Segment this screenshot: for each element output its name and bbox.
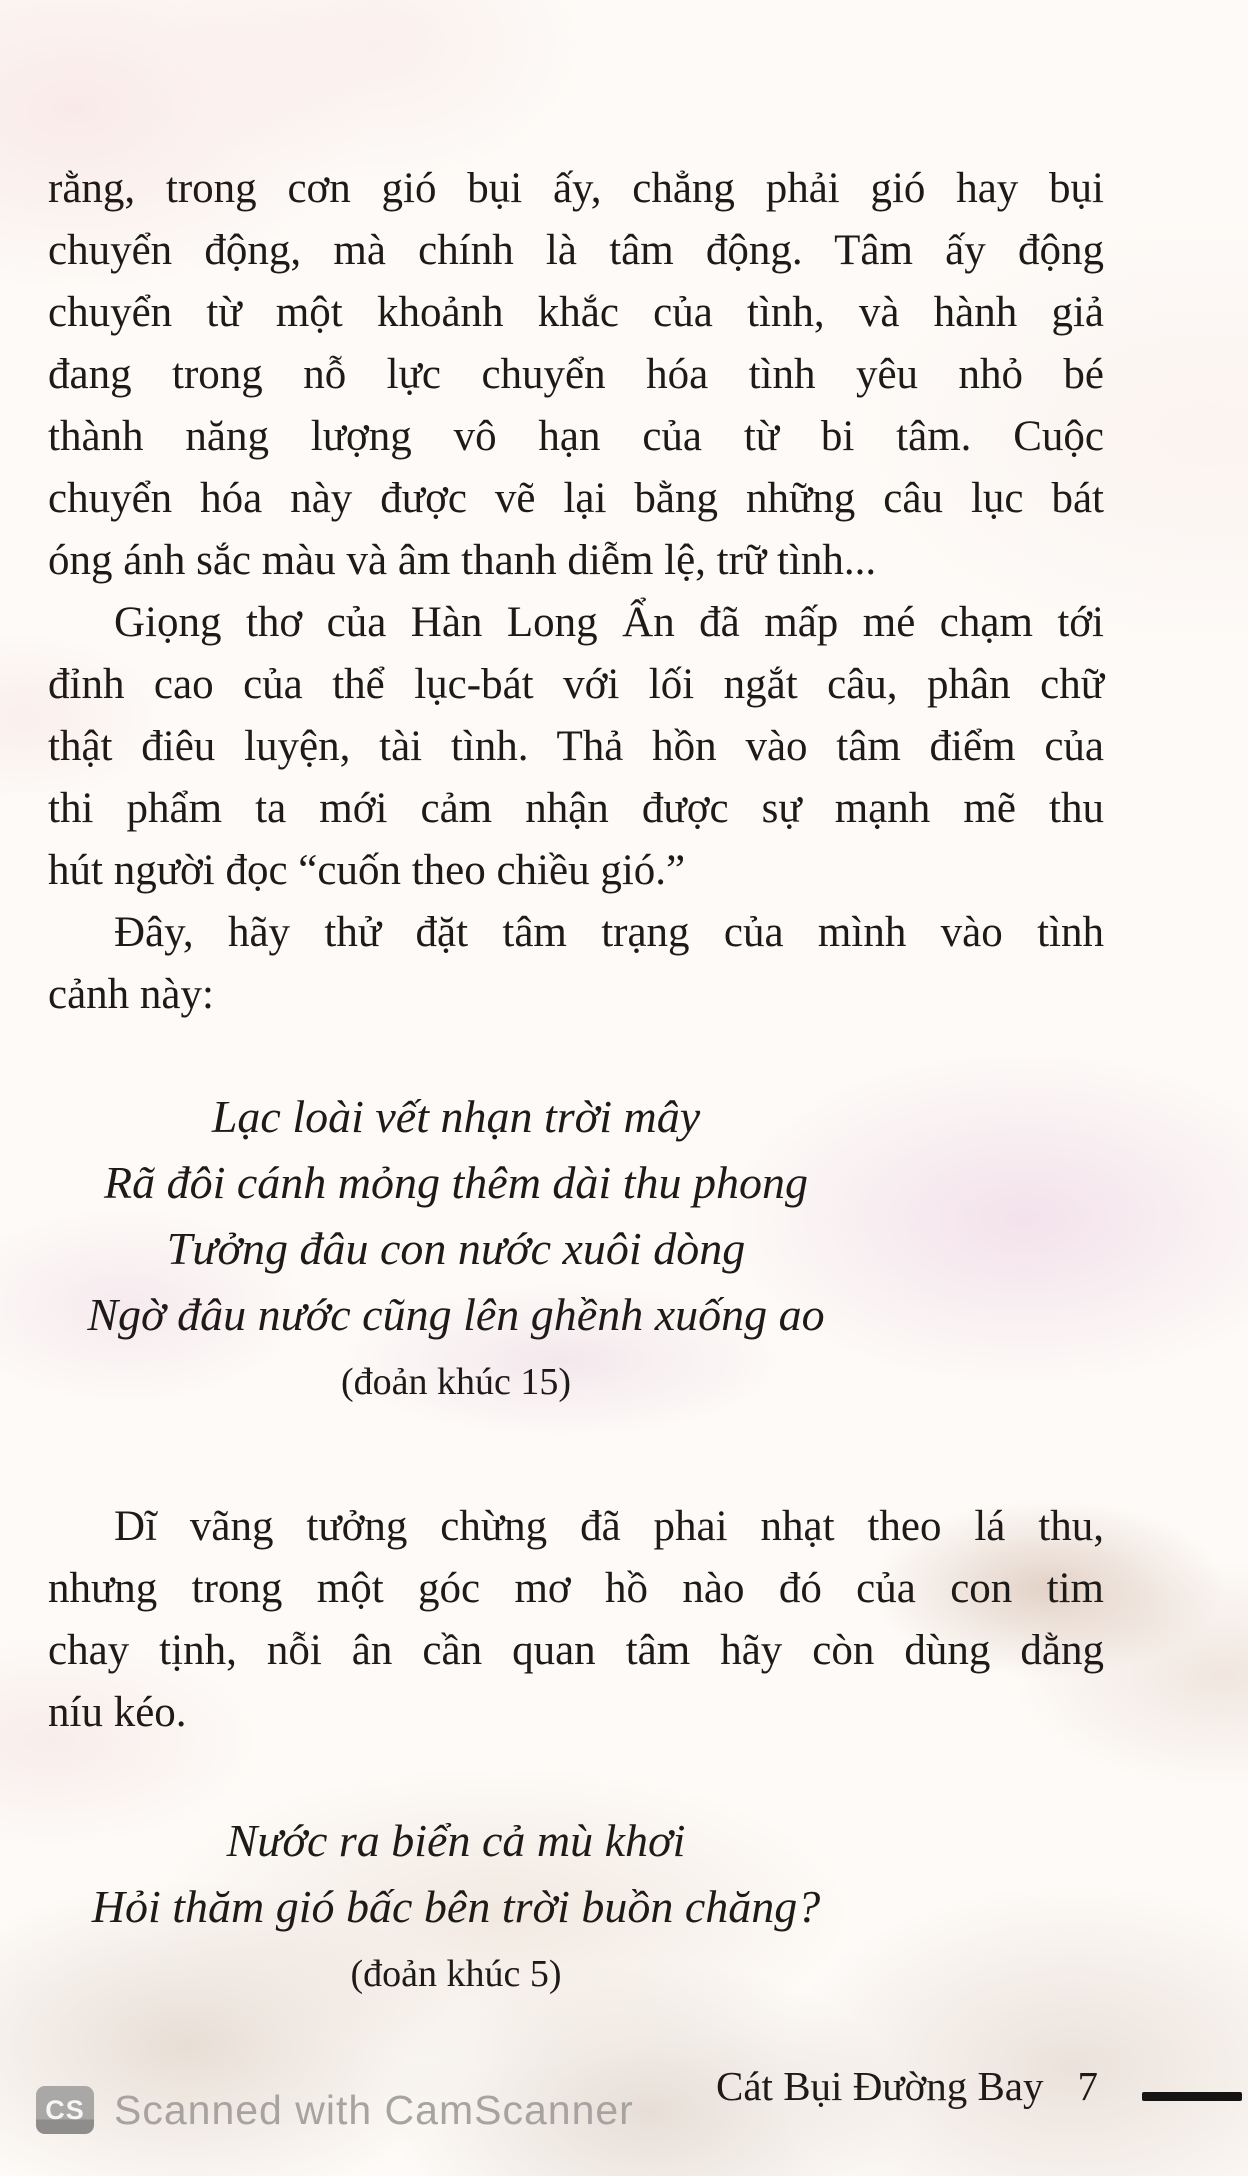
- page-footer: [716, 2062, 1098, 2110]
- page-content: [48, 158, 1104, 2002]
- text-line: chay tịnh, nỗi ân cần quan tâm hãy còn dùng dằng: [48, 1627, 1104, 1674]
- text-line: Dĩ vãng tưởng chừng đã phai nhạt theo lá thu,: [114, 1503, 1104, 1550]
- text-line: níu kéo.: [48, 1689, 187, 1736]
- text-line: thật điêu luyện, tài tình. Thả hồn vào tâm điểm của: [48, 723, 1104, 770]
- text-line: óng ánh sắc màu và âm thanh diễm lệ, trữ tình...: [48, 537, 877, 584]
- book-title: Cát Bụi Đường Bay: [716, 2063, 1044, 2109]
- text-line: chuyển từ một khoảnh khắc của tình, và hành giả: [48, 289, 1104, 336]
- text-line: nhưng trong một góc mơ hồ nào đó của con tim: [48, 1565, 1104, 1612]
- paragraph-2: [48, 592, 1104, 902]
- poem-line: Rã đôi cánh mỏng thêm dài thu phong: [104, 1157, 808, 1208]
- poem-stanza-2: [76, 1808, 836, 2002]
- poem-line: Hỏi thăm gió bấc bên trời buồn chăng?: [91, 1881, 821, 1932]
- text-line: cảnh này:: [48, 971, 214, 1018]
- poem-caption: (đoản khúc 15): [340, 1361, 572, 1403]
- poem-caption: (đoản khúc 5): [350, 1953, 562, 1995]
- paragraph-1: [48, 158, 1104, 592]
- paragraph-4: [48, 1496, 1104, 1744]
- paragraph-3: [48, 902, 1104, 1026]
- text-line: thi phẩm ta mới cảm nhận được sự mạnh mẽ thu: [48, 785, 1104, 832]
- text-line: hút người đọc “cuốn theo chiều gió.”: [48, 847, 686, 894]
- camscanner-logo-icon: CS: [36, 2086, 94, 2134]
- text-line: chuyển hóa này được vẽ lại bằng những câu lục bát: [48, 475, 1104, 522]
- text-line: Đây, hãy thử đặt tâm trạng của mình vào tình: [114, 909, 1104, 956]
- poem-line: Tưởng đâu con nước xuôi dòng: [166, 1223, 746, 1274]
- text-line: Giọng thơ của Hàn Long Ẩn đã mấp mé chạm tới: [114, 599, 1104, 646]
- text-line: rằng, trong cơn gió bụi ấy, chẳng phải gió hay bụi: [48, 165, 1104, 212]
- text-line: chuyển động, mà chính là tâm động. Tâm ấy động: [48, 227, 1104, 274]
- poem-line: Ngờ đâu nước cũng lên ghềnh xuống ao: [87, 1289, 825, 1340]
- footer-rule: [1142, 2092, 1242, 2101]
- camscanner-watermark: [36, 2086, 634, 2134]
- poem-stanza-1: [76, 1084, 836, 1410]
- text-line: đỉnh cao của thể lục-bát với lối ngắt câu, phân chữ: [48, 661, 1104, 708]
- poem-line: Nước ra biển cả mù khơi: [226, 1815, 686, 1866]
- page-number: 7: [1077, 2063, 1098, 2109]
- poem-line: Lạc loài vết nhạn trời mây: [211, 1091, 701, 1142]
- text-line: thành năng lượng vô hạn của từ bi tâm. Cuộc: [48, 413, 1104, 460]
- watermark-label: Scanned with CamScanner: [114, 2086, 634, 2133]
- text-line: đang trong nỗ lực chuyển hóa tình yêu nhỏ bé: [48, 351, 1104, 398]
